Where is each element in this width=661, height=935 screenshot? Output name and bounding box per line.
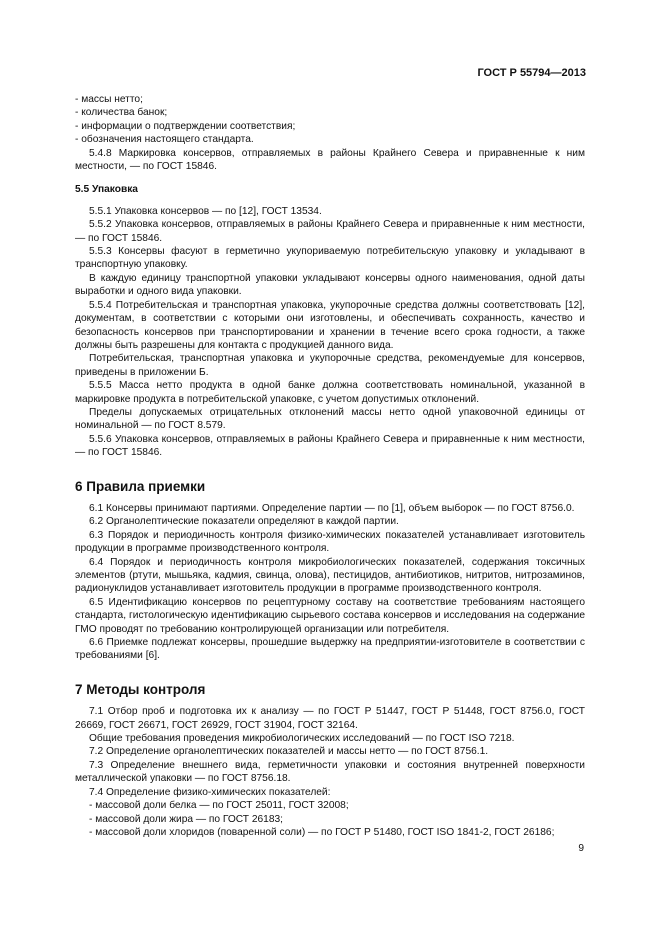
list-item: - массовой доли хлоридов (поваренной соли) — по ГОСТ Р 51480, ГОСТ ISO 1841-2, ГОСТ 26186;	[89, 826, 555, 838]
paragraph-5-5-3-b: В каждую единицу транспортной упаковки укладывают консервы одного наименования, одной даты выработки и одного вида упаковки.	[75, 272, 585, 298]
paragraph-5-5-3: 5.5.3 Консервы фасуют в герметично укупориваемую потребительскую упаковку и укладывают в транспортную упаковку.	[75, 246, 585, 271]
paragraph-5-5-6: 5.5.6 Упаковка консервов, отправляемых в районы Крайнего Севера и приравненные к ним местности, — по ГОСТ 15846.	[75, 433, 585, 459]
document-body	[75, 93, 585, 839]
paragraph-5-4-8: 5.4.8 Маркировка консервов, отправляемых в районы Крайнего Севера и приравненные к ним местности, — по ГОСТ 15846.	[75, 147, 585, 173]
paragraph-6-2: 6.2 Органолептические показатели определяют в каждой партии.	[89, 516, 399, 528]
list-item: - количества банок;	[75, 107, 168, 119]
subsection-title-5-5: 5.5 Упаковка	[75, 184, 138, 196]
list-item: - обозначения настоящего стандарта.	[75, 134, 254, 146]
paragraph-5-5-5: 5.5.5 Масса нетто продукта в одной банке должна соответствовать номинальной, указанной в маркировке продукта в потребительской упаковке, с учетом допустимых отклонений.	[75, 380, 585, 405]
paragraph-7-3: 7.3 Определение внешнего вида, герметичности упаковки и состояния внутренней поверхности металлической упаковки — по ГОСТ 8756.18.	[75, 759, 585, 785]
paragraph-6-6: 6.6 Приемке подлежат консервы, прошедшие выдержку на предприятии-изготовителе в соответствии с требованиями [6].	[75, 637, 585, 662]
section-title-6: 6 Правила приемки	[75, 478, 206, 494]
list-item: - массовой доли жира — по ГОСТ 26183;	[89, 813, 283, 825]
list-item: - массовой доли белка — по ГОСТ 25011, ГОСТ 32008;	[89, 800, 349, 812]
list-item: - массы нетто;	[75, 94, 143, 105]
page-number: 9	[578, 843, 584, 854]
paragraph-7-1: 7.1 Отбор проб и подготовка их к анализу — по ГОСТ Р 51447, ГОСТ Р 51448, ГОСТ 8756.0, ГОСТ 26669, ГОСТ 26671, ГОСТ 26929, ГОСТ 31904, ГОСТ 32164.	[75, 706, 585, 731]
paragraph-7-1-b: Общие требования проведения микробиологических исследований — по ГОСТ ISO 7218.	[89, 733, 515, 745]
document-header: ГОСТ Р 55794—2013	[477, 67, 586, 79]
paragraph-6-1: 6.1 Консервы принимают партиями. Определение партии — по [1], объем выборок — по ГОСТ 8756.0.	[89, 502, 575, 514]
paragraph-5-5-5-b: Пределы допускаемых отрицательных отклонений массы нетто одной упаковочной единицы от номинальной — по ГОСТ 8.579.	[75, 406, 585, 432]
list-item: - информации о подтверждении соответствия;	[75, 120, 296, 132]
paragraph-5-5-4-b: Потребительская, транспортная упаковка и укупорочные средства, рекомендуемые для консервов, приведены в приложении Б.	[75, 353, 585, 378]
section-title-7: 7 Методы контроля	[75, 681, 206, 697]
paragraph-6-5: 6.5 Идентификацию консервов по рецептурному составу на соответствие требованиям настоящего стандарта, гистологическую идентификацию сырьевого состава консервов и исследования на содержание ГМО проводят по требованию контролирующей организации или потребителя.	[75, 596, 585, 635]
paragraph-6-4: 6.4 Порядок и периодичность контроля микробиологических показателей, содержания токсичных элементов (ртути, мышьяка, кадмия, свинца, олова), пестицидов, антибиотиков, нитритов, нитрозаминов, радионуклидов устанавливает изготовитель продукции в программе производственного контроля.	[75, 556, 585, 595]
paragraph-7-2: 7.2 Определение органолептических показателей и массы нетто — по ГОСТ 8756.1.	[89, 746, 489, 758]
paragraph-5-5-1: 5.5.1 Упаковка консервов — по [12], ГОСТ 13534.	[89, 205, 322, 217]
paragraph-6-3: 6.3 Порядок и периодичность контроля физико-химических показателей устанавливает изготовитель продукции в программе производственного контроля.	[75, 529, 585, 555]
paragraph-7-4: 7.4 Определение физико-химических показателей:	[89, 786, 331, 798]
paragraph-5-5-4: 5.5.4 Потребительская и транспортная упаковка, укупорочные средства должны соответствовать [12], документам, в соответствии с которыми они изготовлены, и обеспечивать сохранность, качество и безопасность консервов при транспортировании и хранении в течение всего срока годности, а также должны быть разрешены для контакта с продукцией данного вида.	[75, 299, 585, 351]
paragraph-5-5-2: 5.5.2 Упаковка консервов, отправляемых в районы Крайнего Севера и приравненные к ним местности, — по ГОСТ 15846.	[75, 219, 585, 244]
